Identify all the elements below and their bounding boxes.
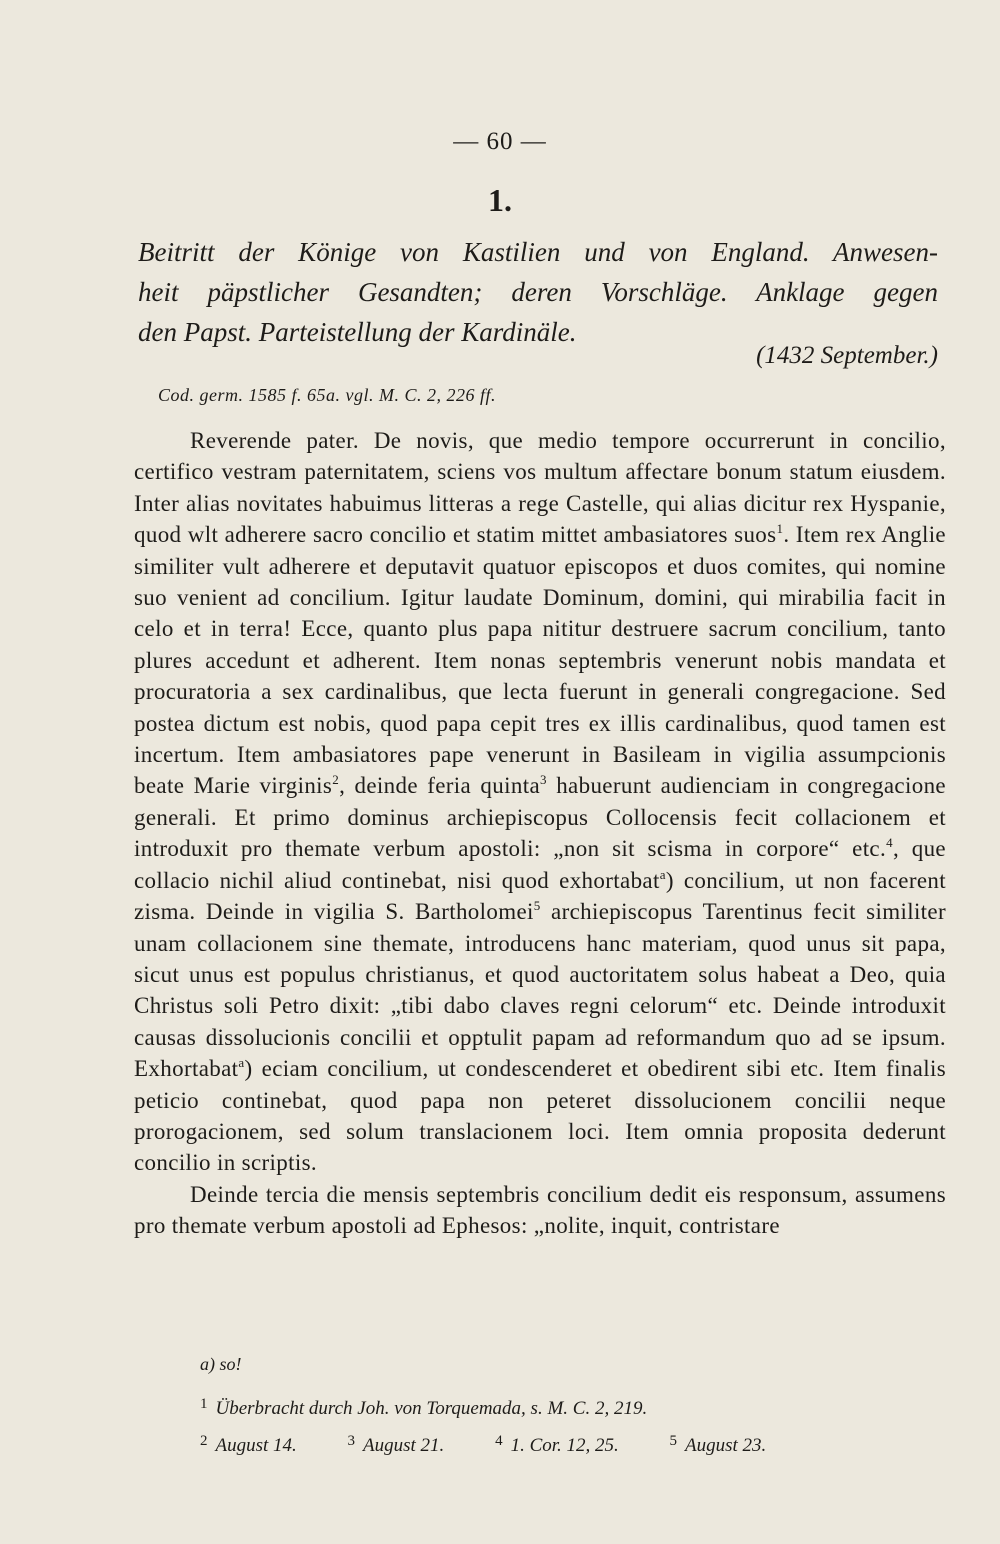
footnotes-row bbox=[200, 1433, 960, 1457]
footnote-ref-a2: a bbox=[238, 1055, 245, 1071]
paragraph-2: Deinde tercia die mensis septembris concilium dedit eis responsum, assumens pro themate verbum apostoli ad Ephesos: „nolite, inquit, contristare bbox=[134, 1181, 946, 1239]
title-line-3: den Papst. Parteistellung der Kardinäle. bbox=[138, 317, 577, 347]
section-number: 1. bbox=[488, 182, 512, 218]
footnote-ref-4: 4 bbox=[886, 835, 893, 851]
title-line-1: Beitritt der Könige von Kastilien und von England. Anwesen- bbox=[138, 237, 938, 267]
footnote-4: $^4$ 1. Cor. 12, 25. bbox=[495, 1433, 619, 1456]
footnote-ref-3: 3 bbox=[540, 772, 547, 788]
date-line: (1432 September.) bbox=[756, 342, 938, 369]
footnote-ref-1: 1 bbox=[776, 521, 784, 537]
paragraph-1: Reverende pater. De novis, que medio tempore occurrerunt in concilio, certifico vestram paternitatem, sciens vos multum affectare bonum statum eiusdem. Inter alias novitates habuimus litteras a rege Castelle, qui alias dicitur rex Hyspanie, quod wlt adherere sacro concilio et statim mittet ambasiatores suos$^1$. Item rex Anglie similiter vult adherere et deputavit quatuor episcopos et duos comites, qui nomine suo venient ad concilium. Igitur laudate Dominum, domini, qui mirabilia facit in celo et in terra! Ecce, quanto plus papa nititur destruere sacrum concilium, tanto plures accedunt et adherent. Item nonas septembris venerunt nobis mandata et procuratoria a sex cardinalibus, que lecta fuerunt in generali congregacione. Sed postea dictum est nobis, quod papa cepit tres ex illis cardinalibus, quod tamen est incertum. Item ambasiatores pape venerunt in Basileam in vigilia assumpcionis beate Marie virginis$^2$, deinde feria quinta$^3$ habuerunt audienciam in congregacione generali. Et primo dominus archiepiscopus Collocensis fecit collacionem et introduxit pro themate verbum apostoli: „non sit scisma in corpore“ etc.$^4$, que collacio nichil aliud continebat, nisi quod exhortabat$^a$) concilium, ut non facerent zisma. Deinde in vigilia S. Bartholomei$^5$ archiepiscopus Tarentinus fecit similiter unam collacionem sine themate, introducens hanc materiam, quod unus sit papa, sicut unus est populus christianus, et quod auctoritatem solus habeat a Deo, quia Christus soli Petro dixit: „tibi dabo claves regni celorum“ etc. Deinde introduxit causas dissolucionis concilii et opptulit papam ad reformandum quo ad se ipsum. Exhortabat$^a$) eciam concilium, ut condescenderet et obedirent sibi etc. Item finalis peticio continebat, quod papa non peteret dissolucionem concilii neque prorogacionem, sed solum translacionem loci. Item omnia proposita dederunt concilio in scriptis. bbox=[134, 428, 947, 1176]
section-title bbox=[138, 232, 938, 352]
footnote-1: $^1$ Überbracht durch Joh. von Torquemada, s. M. C. 2, 219. bbox=[200, 1396, 648, 1419]
footnote-5: $^5$ August 23. bbox=[669, 1433, 767, 1456]
footnote-3: $^3$ August 21. bbox=[347, 1433, 445, 1456]
footnote-ref-2: 2 bbox=[332, 772, 340, 788]
footnote-ref-5: 5 bbox=[533, 898, 541, 914]
textual-note-a: a) so! bbox=[200, 1354, 242, 1374]
page-number: — 60 — bbox=[453, 128, 547, 155]
footnote-ref-a1: a bbox=[659, 866, 666, 882]
letter-body bbox=[134, 425, 946, 1242]
source-reference: Cod. germ. 1585 f. 65a. vgl. M. C. 2, 226 ff. bbox=[158, 385, 496, 405]
title-line-2: heit päpstlicher Gesandten; deren Vorschläge. Anklage gegen bbox=[138, 277, 938, 307]
footnote-2: $^2$ August 14. bbox=[200, 1433, 297, 1456]
